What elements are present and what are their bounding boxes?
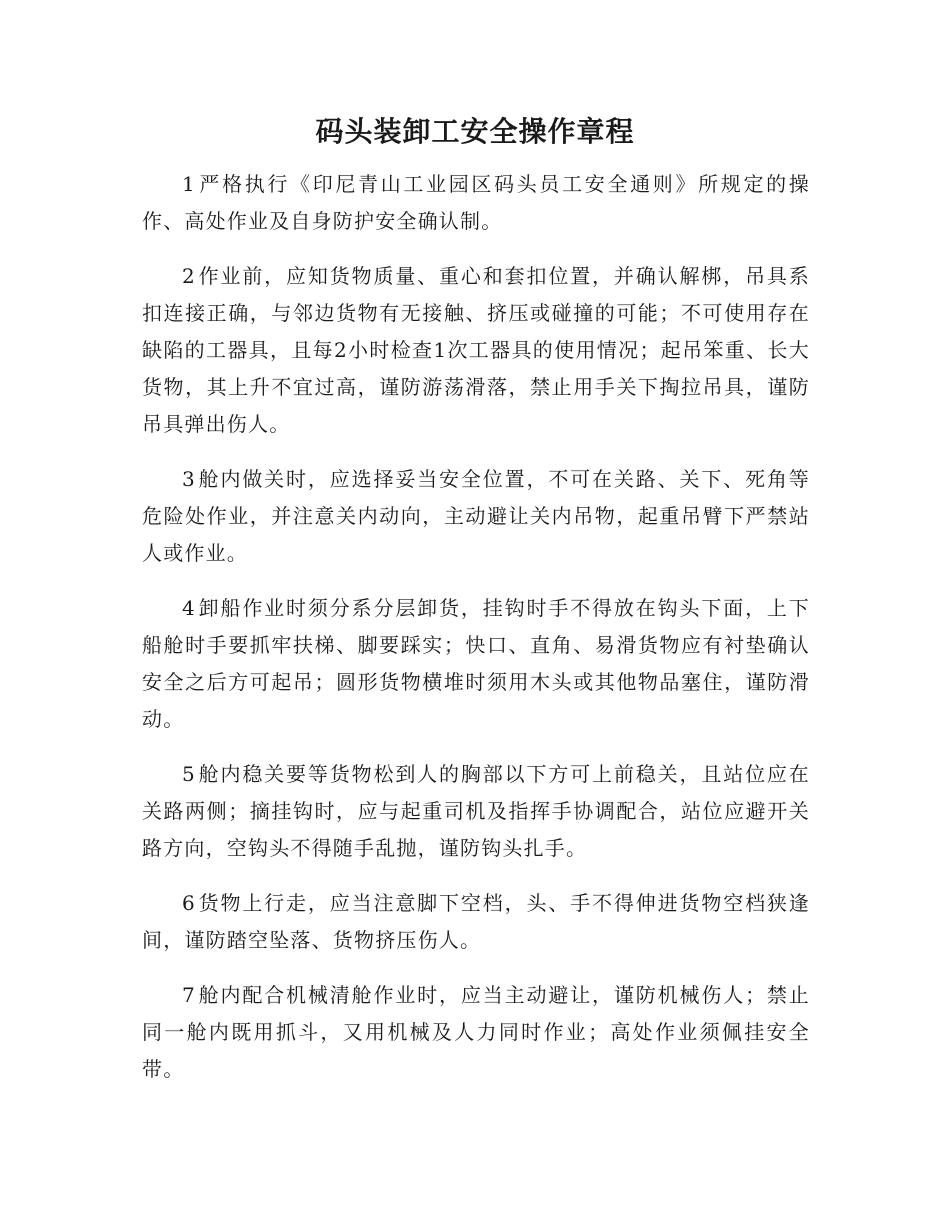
paragraph-6 bbox=[142, 885, 810, 959]
paragraph-number: 7 bbox=[182, 983, 196, 1007]
paragraph-number: 4 bbox=[182, 596, 196, 620]
paragraph-5 bbox=[142, 756, 810, 867]
paragraph-2 bbox=[142, 258, 810, 443]
paragraph-4 bbox=[142, 590, 810, 738]
paragraph-text: 卸船作业时须分系分层卸货，挂钩时手不得放在钩头下面，上下船舱时手要抓牢扶梯、脚要踩实；快口、直角、易滑货物应有衬垫确认安全之后方可起吊；圆形货物横堆时须用木头或其他物品塞住，谨防滑动。 bbox=[142, 596, 810, 731]
document-body bbox=[142, 166, 810, 1106]
paragraph-1 bbox=[142, 166, 810, 240]
paragraph-number: 5 bbox=[182, 762, 196, 786]
paragraph-text: 严格执行《印尼青山工业园区码头员工安全通则》所规定的操作、高处作业及自身防护安全确认制。 bbox=[142, 172, 810, 233]
paragraph-number: 1 bbox=[182, 172, 196, 196]
paragraph-3 bbox=[142, 461, 810, 572]
paragraph-7 bbox=[142, 977, 810, 1088]
paragraph-number: 2 bbox=[182, 264, 196, 288]
paragraph-text: 作业前，应知货物质量、重心和套扣位置，并确认解梆，吊具系扣连接正确，与邻边货物有无接触、挤压或碰撞的可能；不可使用存在缺陷的工器具，且每2小时检查1次工器具的使用情况；起吊笨重、长大货物，其上升不宜过高，谨防游荡滑落，禁止用手关下掏拉吊具，谨防吊具弹出伤人。 bbox=[142, 264, 810, 436]
paragraph-text: 舱内稳关要等货物松到人的胸部以下方可上前稳关，且站位应在关路两侧；摘挂钩时，应与起重司机及指挥手协调配合，站位应避开关路方向，空钩头不得随手乱抛，谨防钩头扎手。 bbox=[142, 762, 810, 860]
document-title: 码头装卸工安全操作章程 bbox=[315, 115, 635, 148]
paragraph-text: 舱内配合机械清舱作业时，应当主动避让，谨防机械伤人；禁止同一舱内既用抓斗，又用机械及人力同时作业；高处作业须佩挂安全带。 bbox=[142, 983, 810, 1081]
paragraph-number: 3 bbox=[182, 467, 196, 491]
paragraph-text: 舱内做关时，应选择妥当安全位置，不可在关路、关下、死角等危险处作业，并注意关内动向，主动避让关内吊物，起重吊臂下严禁站人或作业。 bbox=[142, 467, 810, 565]
paragraph-text: 货物上行走，应当注意脚下空档，头、手不得伸进货物空档狭逢间，谨防踏空坠落、货物挤压伤人。 bbox=[142, 891, 810, 952]
paragraph-number: 6 bbox=[182, 891, 196, 915]
